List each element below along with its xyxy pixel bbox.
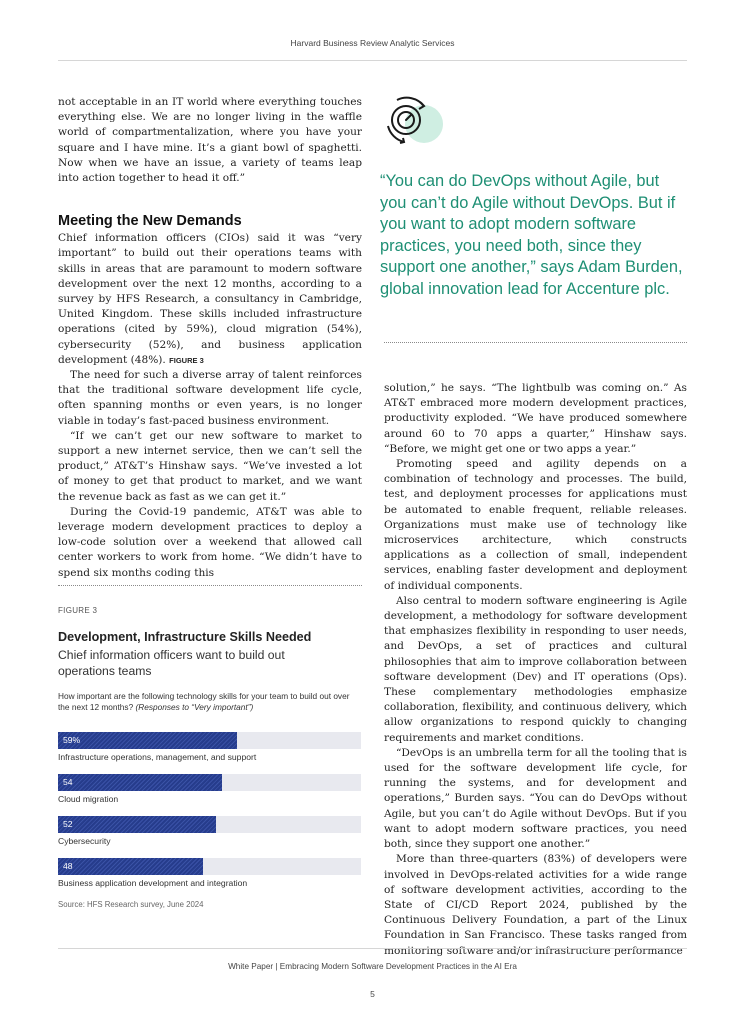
body-paragraph-4: During the Covid-19 pandemic, AT&T was able to leverage modern development practices to deploy a low-code solution over a weekend that allowed call center workers to work from home. “We didn’t have to spend six months coding this: [58, 505, 362, 579]
right-text-column: [384, 381, 687, 959]
bar-category-label: Cybersecurity: [58, 835, 111, 846]
left-text-column: [58, 95, 362, 581]
bar-category-label: Cloud migration: [58, 793, 119, 804]
pull-quote-divider: [384, 342, 687, 343]
header-divider: [58, 60, 687, 61]
bar-track: [58, 774, 361, 791]
figure-reference: FIGURE 3: [169, 355, 204, 365]
pull-quote: “You can do DevOps without Agile, but you can’t do Agile without DevOps. But if you want to adopt modern software practices, you need both, since they support one another,” says Adam Burden, global innovation lead for Accenture plc.: [380, 172, 683, 298]
bar: [58, 774, 222, 791]
bar-value-label: 54: [63, 776, 73, 787]
body-paragraph-5: solution,” he says. “The lightbulb was coming on.” As AT&T embraced more modern development practices, productivity exploded. “We have produced somewhere around 60 to 70 apps a quarter,” Hinshaw says. “Before, we might get one or two apps a year.”: [384, 382, 687, 455]
body-paragraph-1: [58, 231, 362, 368]
body-paragraph-2: The need for such a diverse array of talent reinforces that the traditional software development life cycle, often spanning months or even years, is no longer viable in today’s fast-paced business environment.: [58, 369, 362, 427]
bar-value-label: 48: [63, 860, 73, 871]
section-heading: Meeting the New Demands: [58, 213, 242, 230]
bar: [58, 816, 216, 833]
bar-category-label: Infrastructure operations, management, and support: [58, 751, 257, 762]
figure-subtitle: Chief information officers want to build out operations teams: [58, 648, 285, 678]
figure-divider: [58, 585, 362, 586]
footer-divider: [58, 948, 687, 949]
page-number: 5: [370, 989, 375, 999]
question-text: How important are the following technology skills for your team to build out over the next 12 months?: [58, 691, 350, 713]
bar-track: [58, 816, 361, 833]
body-paragraph-7: Also central to modern software engineering is Agile development, a methodology for software development that emphasizes flexibility in responding to user needs, and DevOps, a set of practices and cultural philosophies that aim to improve collaboration between software development (Dev) and IT operations (Ops). These complementary methodologies emphasize collaboration, flexibility, and continuous delivery, which allow organizations to respond quickly to changing requirements and market conditions.: [384, 594, 687, 744]
figure-label: FIGURE 3: [58, 606, 98, 615]
bar-value-label: 59%: [63, 734, 81, 745]
bar-row: [58, 774, 362, 804]
bar: [58, 732, 237, 749]
figure-title: Development, Infrastructure Skills Needed: [58, 630, 312, 644]
bar-value-label: 52: [63, 818, 73, 829]
body-paragraph-3: “If we can’t get our new software to market to support a new internet service, then we can’t sell the product,” AT&T’s Hinshaw says. “We’ve invested a lot of money to get that product to market, and we want the revenue back as fast as we can get it.”: [58, 429, 362, 503]
bar-row: [58, 816, 362, 846]
intro-paragraph: not acceptable in an IT world where everything touches everything else. We are no longer living in the waffle world of compartmentalization, where you have your square and I have mine. It’s a giant bowl of spaghetti. Now when we have an issue, a variety of teams leap into action together to head it off.”: [58, 96, 362, 185]
figure-source: Source: HFS Research survey, June 2024: [58, 899, 204, 909]
body-paragraph-9: More than three-quarters (83%) of developers were involved in DevOps-related activities for a wide range of software development activities, according to the State of CI/CD Report 2024, published by the Continuous Delivery Foundation, a part of the Linux Foundation in San Francisco. These tasks ranged from monitoring software and/or infrastructure performance: [384, 853, 687, 957]
bar-row: [58, 858, 362, 888]
question-note: (Responses to “Very important”): [135, 702, 254, 713]
footer-text: White Paper | Embracing Modern Software Development Practices in the AI Era: [228, 962, 517, 971]
figure-3: [58, 606, 362, 909]
figure-question: [58, 691, 358, 714]
bar: [58, 858, 203, 875]
body-paragraph-8: “DevOps is an umbrella term for all the tooling that is used for the software development life cycle, for running the systems, and for development and operations,” Burden says. “You can do DevOps without Agile, but you can’t do Agile without DevOps. But if you want to adopt modern software practices, you need both, since they support one another.”: [384, 746, 687, 851]
bar-track: [58, 732, 361, 749]
bar-row: [58, 732, 362, 762]
bar-category-label: Business application development and integration: [58, 877, 248, 888]
speed-cycle-icon: [384, 96, 444, 148]
running-header: Harvard Business Review Analytic Services: [290, 38, 455, 48]
bar-chart: [58, 732, 362, 888]
paragraph-text: Chief information officers (CIOs) said it was “very important” to build out their operations teams with skills in areas that are paramount to modern software development over the next 12 months, according to a survey by HFS Research, a consultancy in Cambridge, United Kingdom. These skills included infrastructure operations (cited by 59%), cloud migration (54%), cybersecurity (52%), and business application development (48%).: [58, 232, 362, 366]
body-paragraph-6: Promoting speed and agility depends on a combination of technology and processes. The build, test, and deployment processes for applications must be automated to enable frequent, reliable releases. Organizations must make use of technology like microservices architecture, which constructs applications as a collection of small, independent services, enabling faster development and deployment of individual components.: [384, 458, 687, 592]
bar-track: [58, 858, 361, 875]
